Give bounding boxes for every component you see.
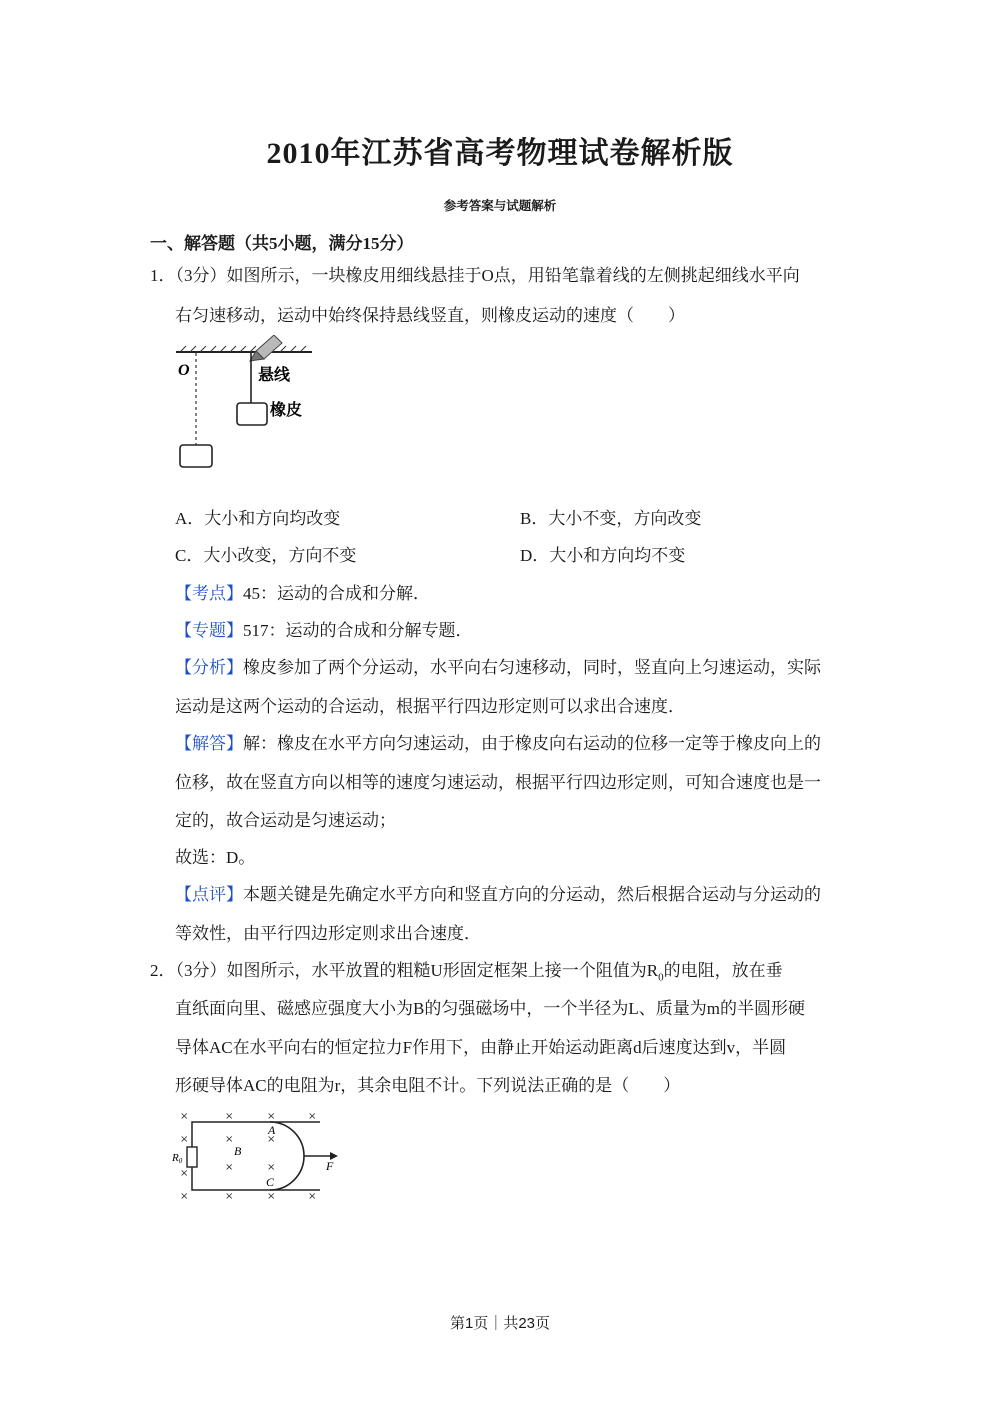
label-o: O	[178, 362, 190, 379]
q1-stem-line2: 右匀速移动，运动中始终保持悬线竖直，则橡皮运动的速度（ ）	[175, 306, 685, 325]
svg-text:×: ×	[267, 1111, 276, 1122]
q1-figure	[172, 335, 322, 475]
q1-option-a: A．大小和方向均改变	[175, 509, 341, 528]
document-title: 2010年江苏省高考物理试卷解析版	[266, 137, 734, 170]
original-eraser-box	[180, 445, 212, 467]
eraser-box	[237, 403, 267, 425]
q1-number: 1．	[150, 266, 176, 285]
svg-text:×: ×	[225, 1111, 234, 1122]
q1-fenxi-line2: 运动是这两个运动的合运动，根据平行四边形定则可以求出合速度．	[175, 697, 685, 716]
q1-stem-line1: 1．（3分）如图所示，一块橡皮用细线悬挂于O点，用铅笔靠着线的左侧挑起细线水平向	[150, 266, 800, 285]
dianping-tag: 【点评】	[175, 885, 243, 904]
q1-dianping-line1: 【点评】本题关键是先确定水平方向和竖直方向的分运动，然后根据合运动与分运动的	[175, 885, 821, 904]
label-eraser: 橡皮	[270, 400, 303, 419]
svg-text:×: ×	[180, 1111, 189, 1122]
svg-text:×: ×	[180, 1168, 189, 1179]
q1-option-c: C．大小改变，方向不变	[175, 546, 357, 565]
kaodian-tag: 【考点】	[175, 584, 243, 603]
svg-text:×: ×	[267, 1134, 276, 1145]
zhuanti-tag: 【专题】	[175, 621, 243, 640]
label-a: A	[268, 1123, 276, 1137]
page-number: 第1页｜共23页	[449, 1315, 551, 1332]
fenxi-tag: 【分析】	[175, 658, 243, 677]
svg-text:×: ×	[267, 1191, 276, 1202]
resistor-box	[187, 1147, 197, 1167]
svg-text:×: ×	[180, 1191, 189, 1202]
q1-option-d: D．大小和方向均不变	[520, 546, 686, 565]
q1-jieda-line2: 位移，故在竖直方向以相等的速度匀速运动，根据平行四边形定则，可知合速度也是一	[175, 773, 821, 792]
q1-option-b: B．大小不变，方向改变	[520, 509, 702, 528]
q1-zhuanti: 【专题】517：运动的合成和分解专题．	[175, 621, 473, 640]
label-c: C	[266, 1175, 275, 1189]
svg-text:×: ×	[225, 1191, 234, 1202]
q2-number: 2．	[150, 961, 176, 980]
label-thread: 悬线	[258, 365, 291, 384]
label-r: R0	[172, 1152, 183, 1165]
q2-figure	[170, 1110, 350, 1205]
label-f: F	[326, 1159, 334, 1173]
q2-stem-line3: 导体AC在水平向右的恒定拉力F作用下，由静止开始运动距离d后速度达到v，半圆	[175, 1038, 787, 1057]
svg-text:×: ×	[308, 1191, 317, 1202]
svg-text:×: ×	[180, 1134, 189, 1145]
q1-fenxi-line1: 【分析】橡皮参加了两个分运动，水平向右匀速移动，同时，竖直向上匀速运动，实际	[175, 658, 821, 677]
q1-answer: 故选：D。	[175, 848, 256, 867]
document-subtitle: 参考答案与试题解析	[443, 199, 557, 213]
svg-text:×: ×	[308, 1111, 317, 1122]
label-b: B	[234, 1144, 242, 1158]
q1-kaodian: 【考点】45：运动的合成和分解．	[175, 584, 430, 603]
q2-stem-line4: 形硬导体AC的电阻为r，其余电阻不计。下列说法正确的是（ ）	[175, 1076, 681, 1095]
u-frame	[192, 1122, 320, 1190]
q1-dianping-line2: 等效性，由平行四边形定则求出合速度．	[175, 924, 481, 943]
pencil-icon	[250, 335, 282, 361]
q1-jieda-line1: 【解答】解：橡皮在水平方向匀速运动，由于橡皮向右运动的位移一定等于橡皮向上的	[175, 734, 821, 753]
jieda-tag: 【解答】	[175, 734, 243, 753]
q2-stem-line2: 直纸面向里、磁感应强度大小为B的匀强磁场中，一个半径为L、质量为m的半圆形硬	[175, 999, 805, 1018]
svg-text:×: ×	[225, 1134, 234, 1145]
section-heading: 一、解答题（共5小题，满分15分）	[150, 234, 414, 253]
q1-jieda-line3: 定的，故合运动是匀速运动；	[175, 811, 396, 830]
svg-text:×: ×	[267, 1162, 276, 1173]
q2-stem-line1: 2．（3分）如图所示，水平放置的粗糙U形固定框架上接一个阻值为$R_0$的电阻，放在垂	[150, 961, 783, 984]
magnetic-field-crosses	[180, 1111, 316, 1202]
svg-text:×: ×	[225, 1162, 234, 1173]
